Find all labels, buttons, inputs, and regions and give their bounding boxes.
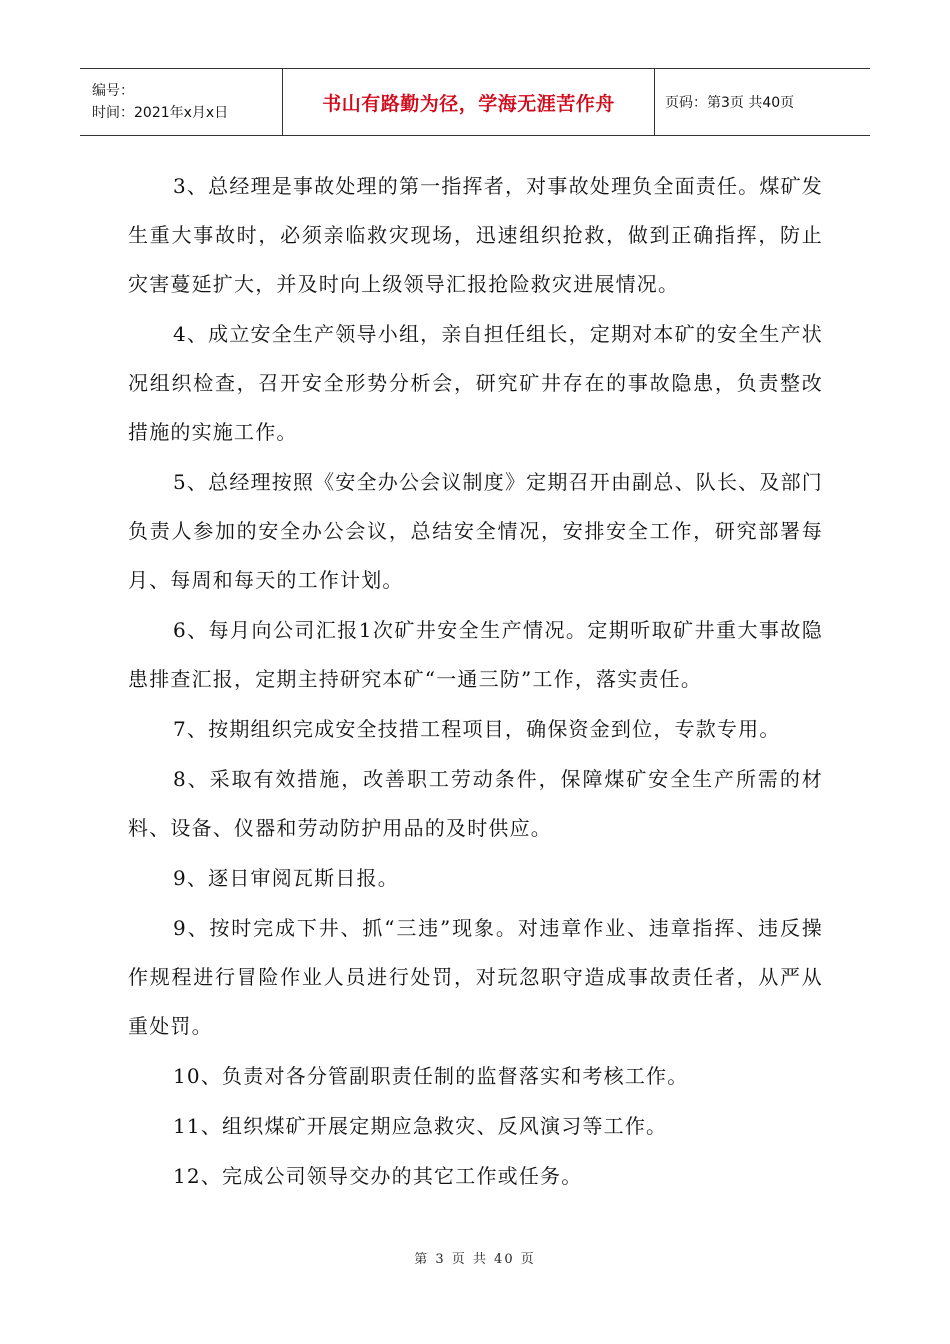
header-page-cell <box>655 69 870 135</box>
document-body <box>128 162 823 1202</box>
body-paragraph: 9、逐日审阅瓦斯日报。 <box>173 866 399 890</box>
body-paragraph: 4、成立安全生产领导小组，亲自担任组长，定期对本矿的安全生产状况组织检查，召开安全形势分析会，研究矿井存在的事故隐患，负责整改措施的实施工作。 <box>128 322 823 444</box>
header-motto-cell <box>282 69 655 135</box>
body-paragraph: 5、总经理按照《安全办公会议制度》定期召开由副总、队长、及部门负责人参加的安全办公会议，总结安全情况，安排安全工作，研究部署每月、每周和每天的工作计划。 <box>128 470 823 592</box>
document-number-label: 编号： <box>92 83 134 99</box>
body-paragraph: 6、每月向公司汇报1次矿井安全生产情况。定期听取矿井重大事故隐患排查汇报，定期主持研究本矿“一通三防”工作，落实责任。 <box>128 618 823 691</box>
document-time-label: 时间：2021年x月x日 <box>92 105 229 121</box>
body-paragraph: 7、按期组织完成安全技措工程项目，确保资金到位，专款专用。 <box>173 717 781 741</box>
page-footer: 第 3 页 共 40 页 <box>414 1252 536 1267</box>
header-motto: 书山有路勤为径，学海无涯苦作舟 <box>322 92 615 115</box>
body-paragraph: 3、总经理是事故处理的第一指挥者，对事故处理负全面责任。煤矿发生重大事故时，必须亲临救灾现场，迅速组织抢救，做到正确指挥，防止灾害蔓延扩大，并及时向上级领导汇报抢险救灾进展情况。 <box>128 174 823 296</box>
body-paragraph: 10、负责对各分管副职责任制的监督落实和考核工作。 <box>173 1064 689 1088</box>
body-paragraph: 8、采取有效措施，改善职工劳动条件，保障煤矿安全生产所需的材料、设备、仪器和劳动防护用品的及时供应。 <box>128 767 823 840</box>
body-paragraph: 9、按时完成下井、抓“三违”现象。对违章作业、违章指挥、违反操作规程进行冒险作业人员进行处罚，对玩忽职守造成事故责任者，从严从重处罚。 <box>128 916 823 1038</box>
header-page-info: 页码：第3页 共40页 <box>665 95 795 111</box>
body-paragraph: 12、完成公司领导交办的其它工作或任务。 <box>173 1164 583 1188</box>
header-meta <box>80 69 282 135</box>
document-header <box>80 68 870 136</box>
body-paragraph: 11、组织煤矿开展定期应急救灾、反风演习等工作。 <box>173 1114 668 1138</box>
